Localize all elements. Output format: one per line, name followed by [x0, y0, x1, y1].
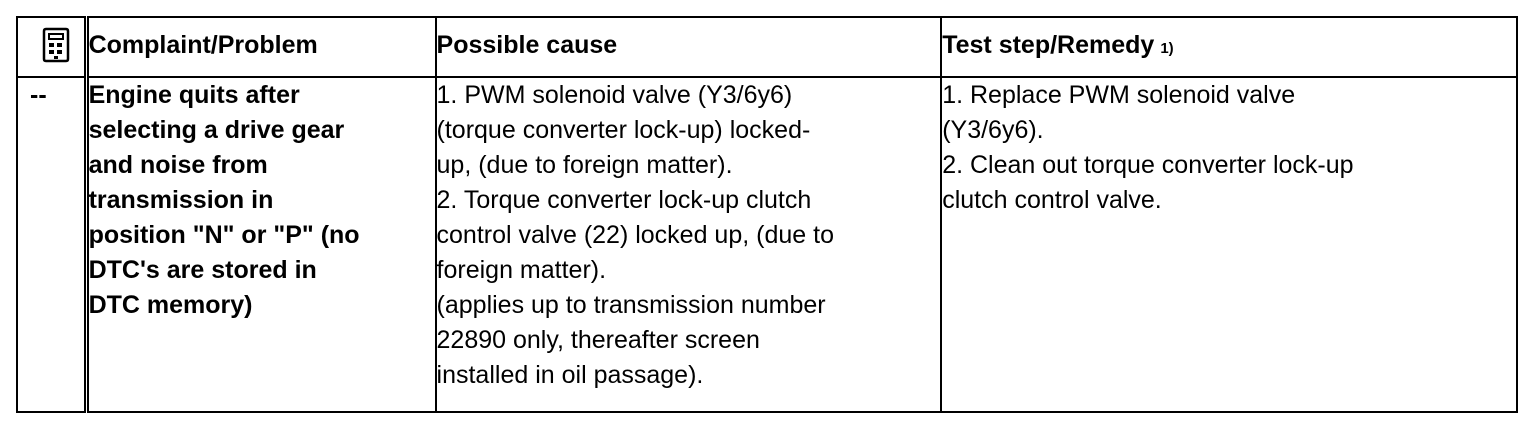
complaint-line: DTC's are stored in [88, 256, 317, 284]
diagnosis-table [16, 16, 1518, 413]
complaint-line: position "N" or "P" (no [88, 221, 360, 249]
footnote-marker: 1) [1160, 40, 1174, 57]
cause-line: foreign matter). [436, 256, 607, 284]
cause-line: 2. Torque converter lock-up clutch [436, 186, 812, 214]
cause-line: installed in oil passage). [436, 361, 704, 389]
complaint-cell [86, 77, 435, 412]
header-test-step-remedy: Test step/Remedy 1) [941, 17, 1517, 77]
header-possible-cause: Possible cause [436, 17, 942, 77]
complaint-line: Engine quits after [88, 81, 300, 109]
header-complaint-problem: Complaint/Problem [86, 17, 435, 77]
remedy-cell [941, 77, 1517, 412]
cause-line: control valve (22) locked up, (due to [436, 221, 834, 249]
cause-line: 1. PWM solenoid valve (Y3/6y6) [436, 81, 793, 109]
cause-line: up, (due to foreign matter). [436, 151, 733, 179]
diagnosis-tester-icon [42, 27, 70, 63]
fault-code-cell: -- [17, 77, 86, 412]
table-row [17, 77, 1517, 412]
cause-line: (applies up to transmission number [436, 291, 826, 319]
remedy-line: (Y3/6y6). [942, 116, 1044, 144]
possible-cause-cell [436, 77, 942, 412]
complaint-line: transmission in [88, 186, 274, 214]
complaint-line: selecting a drive gear [88, 116, 345, 144]
table-header-row [17, 17, 1517, 77]
complaint-line: DTC memory) [88, 291, 253, 319]
header-icon-cell [17, 17, 86, 77]
remedy-line: 1. Replace PWM solenoid valve [942, 81, 1296, 109]
remedy-line: 2. Clean out torque converter lock-up [942, 151, 1354, 179]
cause-line: (torque converter lock-up) locked- [436, 116, 811, 144]
complaint-line: and noise from [88, 151, 268, 179]
cause-line: 22890 only, thereafter screen [436, 326, 760, 354]
remedy-line: clutch control valve. [942, 186, 1162, 214]
